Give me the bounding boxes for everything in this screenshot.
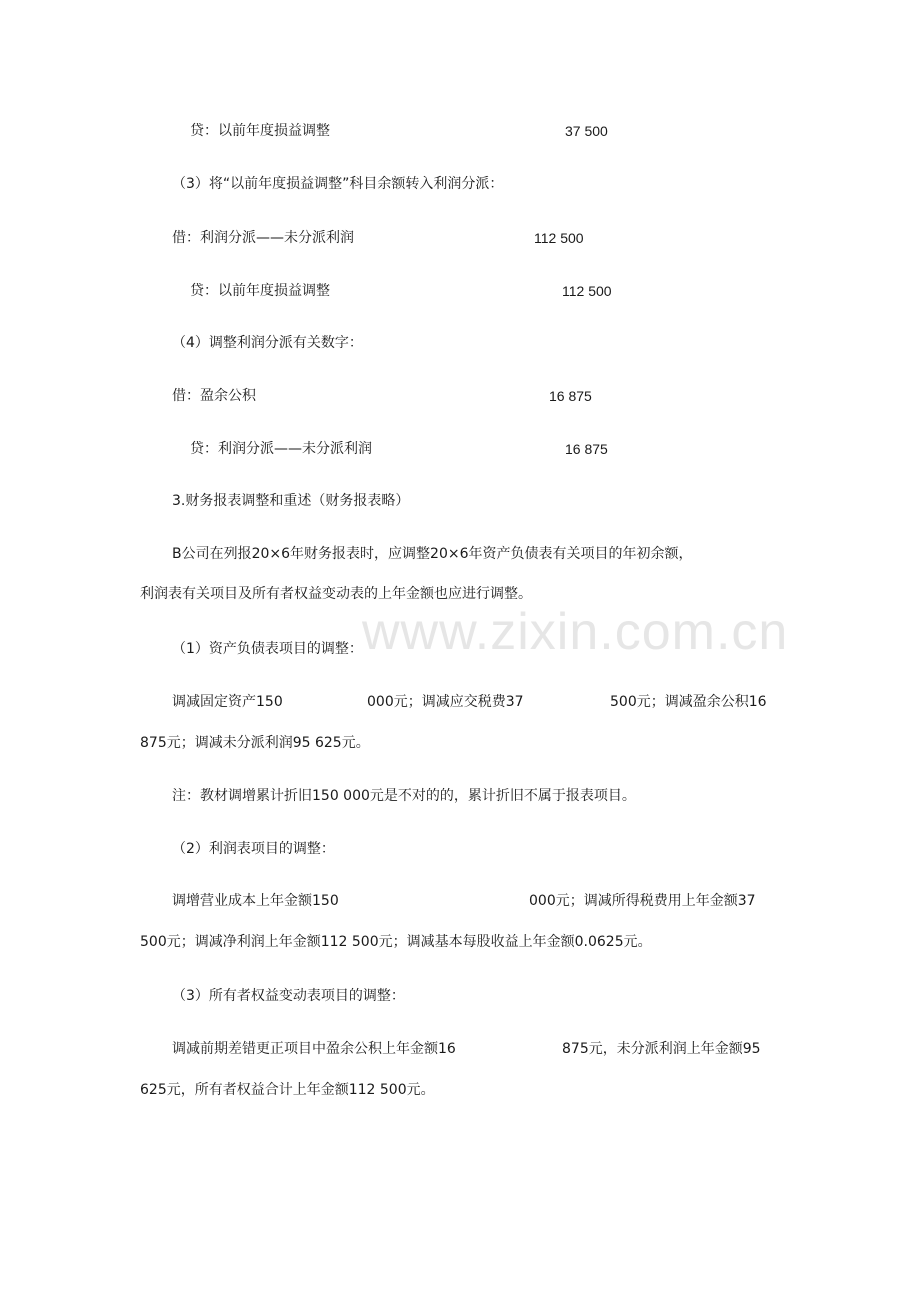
entry-6-label: 借：盈余公积 (172, 388, 256, 404)
entry-5-label: （4）调整利润分派有关数字： (172, 335, 363, 351)
intro-line-2: 利润表有关项目及所有者权益变动表的上年金额也应进行调整。 (140, 586, 532, 602)
entry-7-label: 贷：利润分派——未分派利润 (190, 441, 372, 457)
entry-1-amount: 37 500 (565, 123, 608, 139)
balance-sheet-line-2: 875元；调减未分派利润95 625元。 (140, 735, 370, 751)
balance-sheet-text-a: 调减固定资产150 (172, 694, 283, 710)
watermark: www.zixin.com.cn (362, 603, 789, 661)
entry-1-label: 贷：以前年度损益调整 (190, 123, 330, 139)
entry-6-amount: 16 875 (549, 388, 592, 404)
equity-statement-text-b: 875元，未分派利润上年金额95 (562, 1041, 761, 1057)
entry-2-label: （3）将“以前年度损益调整”科目余额转入利润分派： (172, 176, 504, 192)
entry-4-label: 贷：以前年度损益调整 (190, 283, 330, 299)
intro-line-1: B公司在列报20×6年财务报表时，应调整20×6年资产负债表有关项目的年初余额， (172, 546, 693, 562)
equity-statement-text-a: 调减前期差错更正项目中盈余公积上年金额16 (172, 1041, 456, 1057)
balance-sheet-title: （1）资产负债表项目的调整： (172, 641, 363, 657)
entry-3-amount: 112 500 (534, 230, 584, 246)
entry-3-label: 借：利润分派——未分派利润 (172, 230, 354, 246)
income-statement-text-b: 000元；调减所得税费用上年金额37 (529, 893, 756, 909)
income-statement-text-a: 调增营业成本上年金额150 (172, 893, 339, 909)
entry-4-amount: 112 500 (562, 283, 612, 299)
balance-sheet-text-b: 000元；调减应交税费37 (367, 694, 524, 710)
note: 注：教材调增累计折旧150 000元是不对的的，累计折旧不属于报表项目。 (172, 788, 636, 804)
equity-statement-line-2: 625元，所有者权益合计上年金额112 500元。 (140, 1082, 435, 1098)
section-heading: 3.财务报表调整和重述（财务报表略） (172, 493, 410, 509)
income-statement-title: （2）利润表项目的调整： (172, 841, 335, 857)
entry-7-amount: 16 875 (565, 441, 608, 457)
equity-statement-title: （3）所有者权益变动表项目的调整： (172, 988, 405, 1004)
income-statement-line-2: 500元；调减净利润上年金额112 500元；调减基本每股收益上年金额0.0625元。 (140, 934, 652, 950)
balance-sheet-text-c: 500元；调减盈余公积16 (610, 694, 767, 710)
